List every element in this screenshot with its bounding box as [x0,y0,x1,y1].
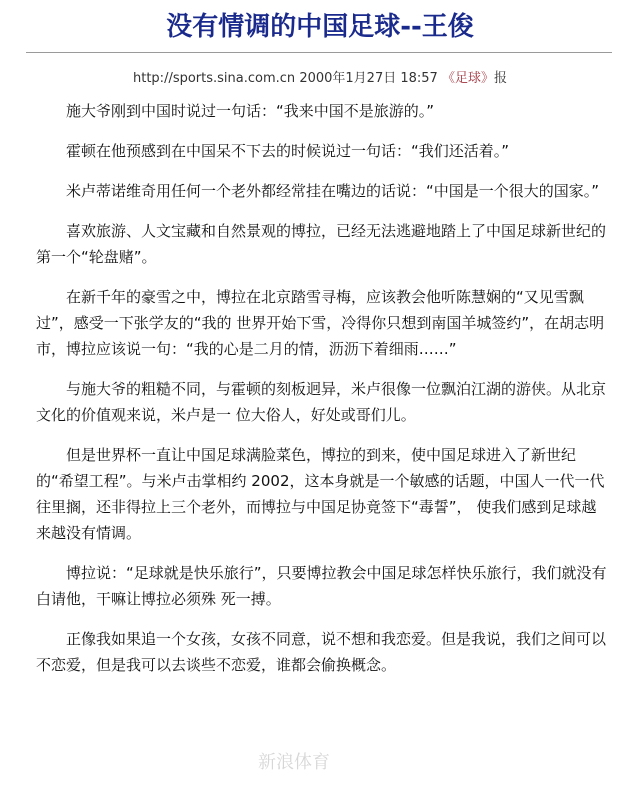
paragraph-5: 在新千年的豪雪之中，博拉在北京踏雪寻梅，应该教会他听陈慧娴的“又见雪飘过”，感受一下张学友的“我的 世界开始下雪，冷得你只想到南国羊城签约”，在胡志明市，博拉应该说一句：“我的心是二月的情，沥沥下着细雨……” [36,288,605,358]
paragraph-9: 正像我如果追一个女孩，女孩不同意，说不想和我恋爱。但是我说，我们之间可以不恋爱，但是我可以去谈些不恋爱，谁都会偷换概念。 [36,630,607,674]
article-body [36,98,608,692]
paragraph-7: 但是世界杯一直让中国足球满脸菜色，博拉的到来，使中国足球进入了新世纪的“希望工程”。与米卢击掌相约 2002，这本身就是一个敏感的话题，中国人一代一代往里搁，还非得拉上三个老外，而博拉与中国足协竟签下“毒誓”， 使我们感到足球越来越没有情调。 [36,446,605,542]
paragraph-4: 喜欢旅游、人文宝藏和自然景观的博拉，已经无法逃避地踏上了中国足球新世纪的第一个“轮盘赌”。 [36,222,607,266]
article-headline: 没有情调的中国足球--王俊 [166,12,474,42]
paragraph-8: 博拉说：“足球就是快乐旅行”，只要博拉教会中国足球怎样快乐旅行，我们就没有白请他，干嘛让博拉必须殊 死一搏。 [36,564,607,608]
headline-divider [26,52,612,53]
article-byline [0,67,640,86]
paragraph-1: 施大爷刚到中国时说过一句话：“我来中国不是旅游的。” [66,102,435,120]
paragraph-3: 米卢蒂诺维奇用任何一个老外都经常挂在嘴边的话说：“中国是一个很大的国家。” [66,182,600,200]
site-watermark: 新浪体育 [258,752,330,773]
paragraph-2: 霍顿在他预感到在中国呆不下去的时候说过一句话：“我们还活着。” [66,142,510,160]
byline-date: 2000年1月27日 18:57 [299,71,438,86]
source-suffix: 报 [493,71,507,86]
byline-url: http://sports.sina.com.cn [133,71,296,86]
paragraph-6: 与施大爷的粗糙不同，与霍顿的刻板迥异，米卢很像一位飘泊江湖的游侠。从北京文化的价值观来说，米卢是一 位大俗人，好处或哥们儿。 [36,380,607,424]
source-link[interactable]: 《足球》 [441,71,494,86]
